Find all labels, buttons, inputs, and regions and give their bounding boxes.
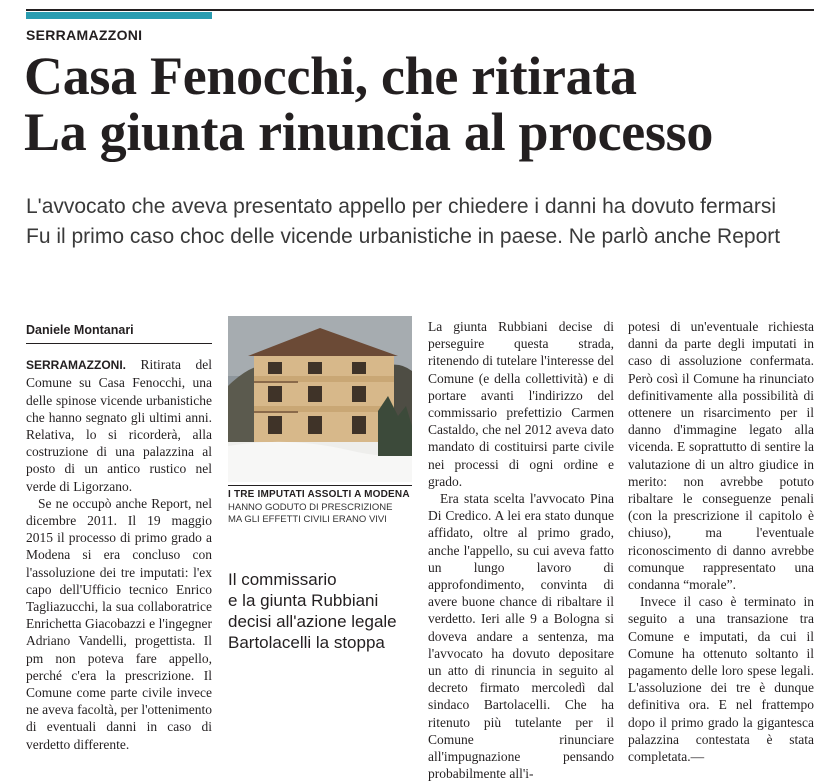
headline bbox=[24, 48, 824, 160]
paragraph: Se ne occupò anche Report, nel dicembre 2011. Il 19 maggio 2015 il processo di primo grado a Modena si era concluso con l'assoluzione dei tre imputati: l'ex capo dell'Ufficio tecnico Enrico Tagliazucchi, la sua collaboratrice Enrichetta Giacobazzi e l'ingegner Adriano Vandelli, progettista. Il pm non poteva fare appello, perché c'era la prescrizione. Il Comune come parte civile invece ne aveva facoltà, per l'ottenimento di eventuali danni in caso di verdetto differente. bbox=[26, 495, 212, 752]
section-accent-bar bbox=[26, 12, 212, 19]
caption-line-2: MA GLI EFFETTI CIVILI ERANO VIVI bbox=[228, 514, 387, 525]
byline: Daniele Montanari bbox=[26, 322, 212, 344]
pull-quote-line-3: decisi all'azione legale bbox=[228, 612, 397, 631]
photo-caption bbox=[228, 502, 412, 526]
pull-quote-line-2: e la giunta Rubbiani bbox=[228, 591, 379, 610]
paragraph bbox=[26, 356, 212, 495]
headline-line-1: Casa Fenocchi, che ritirata bbox=[24, 46, 637, 106]
subhead-line-2: Fu il primo caso choc delle vicende urbanistiche in paese. Ne parlò anche Report bbox=[26, 225, 781, 248]
article-column-3 bbox=[428, 318, 614, 782]
section-kicker: SERRAMAZZONI bbox=[26, 27, 143, 43]
article-column-4 bbox=[628, 318, 814, 765]
paragraph: potesi di un'eventuale richiesta danni da parte degli imputati in caso di assoluzione confermata. Però così il Comune ha rinunciato definitivamente alla possibilità di ottenere un risarcimento per il danno d'immagine legato alla vicenda. E soprattutto di sentire la valutazione di un altro giudice in merito: non avrebbe potuto ribaltare le conseguenze penali (con la prescrizione il capitolo è chiuso), ma l'eventuale riconoscimento di danno avrebbe comunque rappresentato una condanna “morale”. bbox=[628, 319, 814, 593]
pull-quote-line-4: Bartolacelli la stoppa bbox=[228, 633, 385, 652]
pull-quote bbox=[228, 569, 418, 653]
caption-rule bbox=[228, 485, 412, 486]
caption-line-1: HANNO GODUTO DI PRESCRIZIONE bbox=[228, 502, 393, 513]
pull-quote-line-1: Il commissario bbox=[228, 570, 337, 589]
house-photo-illustration bbox=[228, 316, 412, 482]
paragraph-text: Ritirata del Comune su Casa Fenocchi, una delle spinose vicende urbanistiche che hanno segnato gli ultimi anni. Relativa, lo si ricorderà, alla costruzione di una palazzina al posto di un antico rustico nel verde di Ligorzano. bbox=[26, 357, 213, 494]
subhead-line-1: L'avvocato che aveva presentato appello per chiedere i danni ha dovuto fermarsi bbox=[26, 195, 776, 218]
top-rule bbox=[26, 9, 814, 11]
paragraph: Invece il caso è terminato in seguito a una transazione tra Comune e imputati, da cui il Comune ha ottenuto soltanto il pagamento delle loro spese legali. L'assoluzione dei tre è dunque definitiva ora. E nel frattempo dopo il primo grado la gigantesca palazzina contestata è stata completata.— bbox=[628, 594, 814, 765]
paragraph: La giunta Rubbiani decise di perseguire questa strada, ritenendo di tutelare l'interesse del Comune (e della collettività) e di portare avanti l'indirizzo del commissario prefettizio Carmen Castaldo, che nel 2012 aveva dato mandato di costituirsi parte civile nei processi di ogni ordine e grado. bbox=[428, 319, 614, 489]
photo-caption-title: I TRE IMPUTATI ASSOLTI A MODENA bbox=[228, 489, 410, 500]
dateline: SERRAMAZZONI. bbox=[26, 358, 126, 373]
headline-line-2: La giunta rinuncia al processo bbox=[24, 102, 714, 162]
article-photo bbox=[228, 316, 412, 482]
article-column-1 bbox=[26, 322, 212, 753]
paragraph: Era stata scelta l'avvocato Pina Di Credico. A lei era stato dunque affidato, oltre al primo grado, anche l'appello, su cui aveva fatto un lungo lavoro di approfondimento, convinta di avere buone chance di ribaltare il verdetto. Ieri alle 9 a Bologna si doveva andare a sentenza, ma l'avvocato ha dovuto depositare un atto di rinuncia in seguito al decreto firmato mercoledì dal sindaco Bartolacelli. Che ha ritenuto più tutelante per il Comune rinunciare all'impugnazione pensando probabilmente all'i- bbox=[428, 491, 614, 782]
subheadline bbox=[26, 192, 826, 252]
